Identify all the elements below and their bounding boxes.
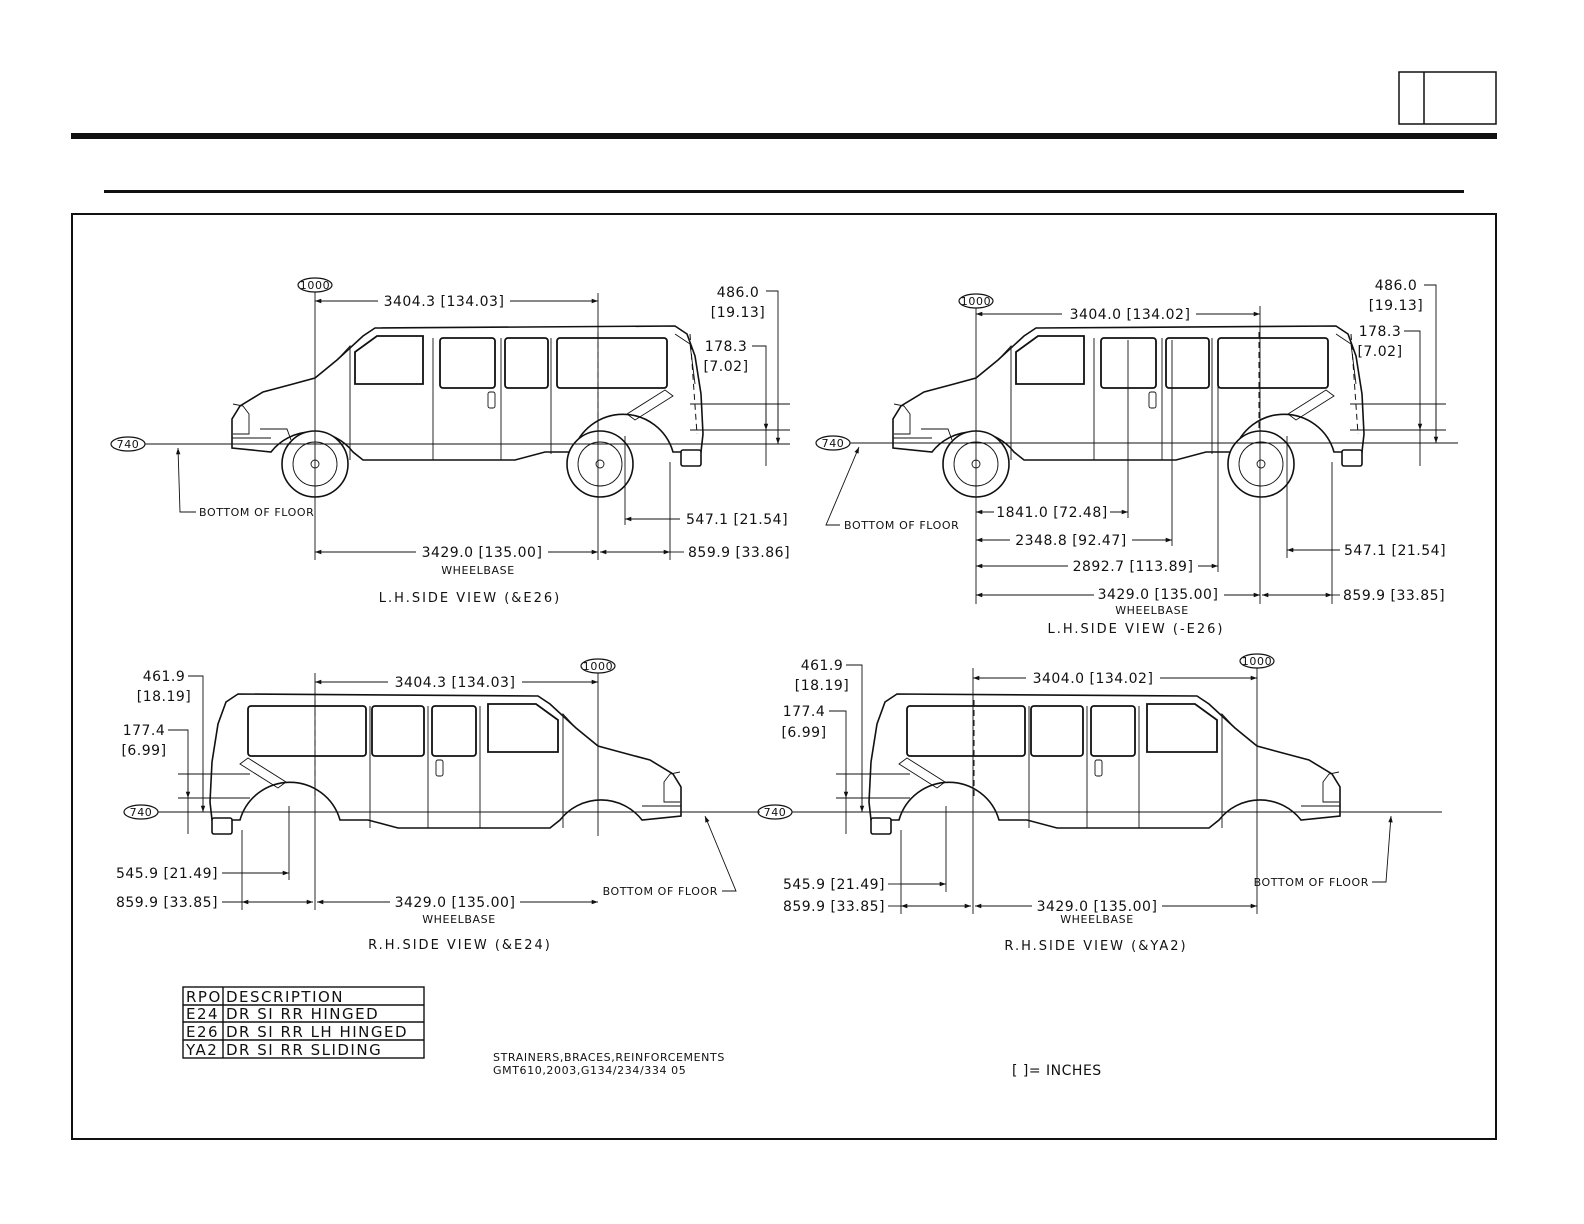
dim-wheelbase: 3429.0 [135.00] — [1097, 587, 1219, 603]
dim-height-total-in: [19.13] — [1368, 298, 1424, 314]
label-wheelbase: WHEELBASE — [441, 564, 515, 577]
van-profile-lh-no-e26 — [893, 326, 1364, 497]
dim-height-total-in: [18.19] — [136, 689, 192, 705]
dim-wheelbase: 3429.0 [135.00] — [394, 895, 516, 911]
table-cell-description: DR SI RR HINGED — [226, 1005, 380, 1023]
caption-rh-ya2: R.H.SIDE VIEW (&YA2) — [1004, 939, 1188, 954]
leader-height-total — [1424, 285, 1436, 443]
leader-height-step — [168, 730, 188, 834]
dim-height-step-mm: 178.3 — [1358, 324, 1402, 340]
rpo-table — [183, 987, 424, 1059]
note-line-2: GMT610,2003,G134/234/334 05 — [493, 1064, 687, 1077]
dim-height-step-in: [7.02] — [1357, 344, 1403, 360]
leader-bottom-of-floor — [705, 816, 736, 891]
datum-x-label: 1000 — [299, 279, 331, 292]
dim-height-total-in: [19.13] — [710, 305, 766, 321]
dim-2: 2348.8 [92.47] — [1015, 533, 1127, 549]
dim-height-total-mm: 461.9 — [800, 658, 844, 674]
dim-height-step-mm: 178.3 — [704, 339, 748, 355]
caption-lh-e26: L.H.SIDE VIEW (&E26) — [378, 591, 562, 606]
page-number-box — [1399, 72, 1496, 124]
table-cell-rpo: YA2 — [186, 1041, 219, 1059]
view-rh-e24 — [116, 659, 760, 953]
table-cell-rpo: E26 — [186, 1023, 220, 1041]
dim-height-step-in: [6.99] — [781, 725, 827, 741]
leader-height-step — [829, 711, 846, 834]
dim-height-total-mm: 486.0 — [716, 285, 760, 301]
dim-rear-overhang: 859.9 [33.85] — [782, 899, 885, 915]
view-rh-ya2 — [758, 654, 1442, 954]
leader-height-step — [752, 346, 766, 466]
view-lh-no-e26 — [816, 278, 1458, 637]
note-line-1: STRAINERS,BRACES,REINFORCEMENTS — [493, 1051, 725, 1064]
leader-bottom-of-floor — [826, 447, 859, 525]
leader-height-step — [1404, 331, 1420, 466]
label-wheelbase: WHEELBASE — [1060, 913, 1134, 926]
table-header-description: DESCRIPTION — [226, 988, 345, 1006]
table-cell-rpo: E24 — [186, 1005, 220, 1023]
datum-x-label: 1000 — [960, 295, 992, 308]
label-wheelbase: WHEELBASE — [1115, 604, 1189, 617]
dim-rear-step: 547.1 [21.54] — [686, 512, 789, 528]
dim-rear-overhang: 859.9 [33.85] — [115, 895, 218, 911]
caption-rh-e24: R.H.SIDE VIEW (&E24) — [368, 938, 552, 953]
dim-wheelbase: 3429.0 [135.00] — [1036, 899, 1158, 915]
dim-rear-overhang: 859.9 [33.85] — [1343, 588, 1446, 604]
dim-overall-top: 3404.0 [134.02] — [1032, 671, 1154, 687]
leader-bottom-of-floor — [178, 448, 196, 512]
header-rule-thin — [104, 190, 1464, 193]
dim-height-total-mm: 486.0 — [1374, 278, 1418, 294]
header-rule-thick — [71, 133, 1497, 139]
dim-overall-top: 3404.0 [134.02] — [1069, 307, 1191, 323]
label-bottom-of-floor: BOTTOM OF FLOOR — [199, 506, 315, 519]
dim-rear-overhang: 859.9 [33.86] — [688, 545, 791, 561]
datum-z-label: 740 — [821, 437, 845, 450]
label-bottom-of-floor: BOTTOM OF FLOOR — [602, 885, 718, 898]
label-wheelbase: WHEELBASE — [422, 913, 496, 926]
label-bottom-of-floor: BOTTOM OF FLOOR — [844, 519, 960, 532]
datum-z-label: 740 — [129, 806, 153, 819]
dim-height-total-mm: 461.9 — [142, 669, 186, 685]
table-cell-description: DR SI RR LH HINGED — [226, 1023, 409, 1041]
datum-z-label: 740 — [763, 806, 787, 819]
dim-overall-top: 3404.3 [134.03] — [383, 294, 505, 310]
dim-rear-step: 547.1 [21.54] — [1344, 543, 1447, 559]
datum-x-label: 1000 — [1241, 655, 1273, 668]
dim-rear-step: 545.9 [21.49] — [115, 866, 218, 882]
dim-3: 2892.7 [113.89] — [1072, 559, 1194, 575]
van-profile-rh-e24 — [210, 694, 681, 834]
caption-lh-no-e26: L.H.SIDE VIEW (-E26) — [1047, 622, 1225, 637]
leader-bottom-of-floor — [1372, 816, 1391, 882]
dim-wheelbase: 3429.0 [135.00] — [421, 545, 543, 561]
dim-1: 1841.0 [72.48] — [996, 505, 1108, 521]
dim-height-total-in: [18.19] — [794, 678, 850, 694]
table-cell-description: DR SI RR SLIDING — [226, 1041, 383, 1059]
dim-height-step-mm: 177.4 — [122, 723, 166, 739]
dim-height-step-in: [6.99] — [121, 743, 167, 759]
leader-height-total — [766, 291, 778, 444]
van-profile-lh-e26 — [232, 326, 703, 497]
datum-z-label: 740 — [116, 438, 140, 451]
units-note: [ ]= INCHES — [1012, 1063, 1102, 1079]
view-lh-e26 — [111, 278, 790, 606]
dim-rear-step: 545.9 [21.49] — [782, 877, 885, 893]
datum-x-label: 1000 — [582, 660, 614, 673]
dim-overall-top: 3404.3 [134.03] — [394, 675, 516, 691]
van-profile-rh-ya2 — [869, 694, 1340, 834]
table-header-rpo: RPO — [186, 988, 222, 1006]
dim-height-step-mm: 177.4 — [782, 704, 826, 720]
dim-height-step-in: [7.02] — [703, 359, 749, 375]
label-bottom-of-floor: BOTTOM OF FLOOR — [1253, 876, 1369, 889]
